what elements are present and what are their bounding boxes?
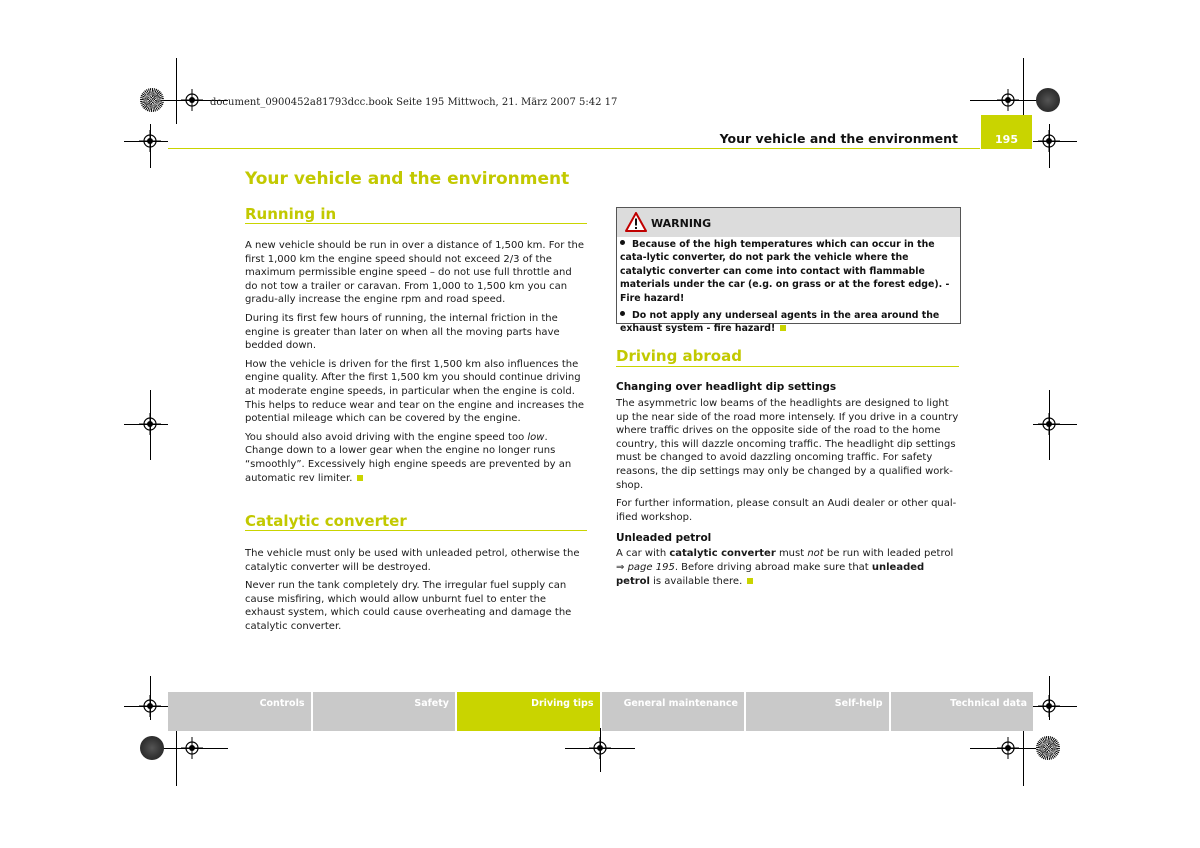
nav-tab-controls[interactable]	[168, 692, 311, 731]
page-link[interactable]: page 195	[627, 561, 675, 573]
cross-reference-arrow-icon: ⇒	[616, 561, 625, 573]
paragraph: You should also avoid driving with the engine speed too low. Change down to a lower gear when the engine no longer runs “smoothly”. Excessively high engine speeds are prevented by an automatic rev limiter.	[245, 431, 572, 484]
color-dial-icon	[1036, 736, 1060, 760]
subheading-unleaded: Unleaded petrol	[616, 532, 712, 545]
nav-tab-label: Safety	[414, 698, 449, 709]
page-number-tab	[981, 115, 1032, 149]
end-of-section-icon	[780, 325, 786, 331]
section-rule	[616, 366, 959, 367]
warning-triangle-icon	[625, 212, 647, 232]
print-info: document_0900452a81793dcc.book Seite 195 Mittwoch, 21. März 2007 5:42 17	[210, 97, 618, 108]
paragraph: For further information, please consult an Audi dealer or other qual-ified workshop.	[616, 498, 957, 523]
nav-tab-technical-data[interactable]	[891, 692, 1034, 731]
section-rule	[245, 530, 587, 531]
nav-tab-general-maintenance[interactable]	[602, 692, 745, 731]
paragraph: A car with catalytic converter must not be run with leaded petrol ⇒ page 195. Before driving abroad make sure that unleaded petrol is available there.	[616, 548, 954, 587]
warning-box	[616, 207, 961, 335]
warning-item: Because of the high temperatures which can occur in the cata-lytic converter, do not park the vehicle where the catalytic converter can come into contact with flammable materials under the car (e.g. on grass or at the forest edge). - Fire hazard!	[620, 239, 950, 304]
nav-tab-label: Technical data	[950, 698, 1027, 709]
registration-mark-icon	[997, 89, 1019, 111]
catalytic-section	[245, 547, 587, 634]
warning-body	[620, 238, 957, 340]
running-in-section	[245, 239, 587, 485]
driving-abroad-section	[616, 381, 959, 588]
registration-mark-icon	[589, 737, 611, 759]
registration-mark-icon	[139, 695, 161, 717]
color-dial-icon	[1036, 88, 1060, 112]
warning-title: WARNING	[651, 217, 712, 230]
end-of-section-icon	[747, 578, 753, 584]
registration-mark-icon	[139, 130, 161, 152]
warning-item: Do not apply any underseal agents in the area around the exhaust system - fire hazard!	[620, 310, 940, 335]
warning-header	[617, 208, 960, 237]
subheading-headlight: Changing over headlight dip settings	[616, 381, 837, 393]
nav-tab-self-help[interactable]	[746, 692, 889, 731]
page-title: Your vehicle and the environment	[245, 169, 570, 189]
end-of-section-icon	[357, 475, 363, 481]
header-rule	[168, 148, 980, 149]
paragraph: The asymmetric low beams of the headlights are designed to light up the near side of the road more intensely. If you drive in a country where traffic drives on the opposite side of the road to the home country, this will dazzle oncoming traffic. The headlight dip settings must be changed to avoid dazzling oncoming traffic. For safety reasons, the dip settings may only be changed by a qualified work-shop.	[616, 398, 959, 491]
registration-mark-icon	[181, 737, 203, 759]
nav-tab-label: Self-help	[834, 698, 883, 709]
bullet-icon	[620, 311, 625, 316]
page-number: 195	[995, 133, 1018, 146]
section-heading-running-in: Running in	[245, 205, 337, 223]
registration-mark-icon	[181, 89, 203, 111]
section-heading-driving-abroad: Driving abroad	[616, 347, 742, 365]
paragraph: The vehicle must only be used with unleaded petrol, otherwise the catalytic converter will be destroyed.	[245, 548, 580, 573]
nav-tab-label: Controls	[259, 698, 305, 709]
registration-mark-icon	[1038, 130, 1060, 152]
paragraph: A new vehicle should be run in over a distance of 1,500 km. For the first 1,000 km the engine speed should not exceed 2/3 of the maximum permissible engine speed – do not use full throttle and do not tow a trailer or caravan. From 1,000 to 1,500 km you can gradu-ally increase the engine rpm and road speed.	[245, 240, 584, 306]
registration-mark-icon	[1038, 413, 1060, 435]
nav-tab-safety[interactable]	[313, 692, 456, 731]
registration-mark-icon	[1038, 695, 1060, 717]
section-heading-catalytic: Catalytic converter	[245, 512, 407, 530]
chapter-nav	[168, 692, 1033, 731]
nav-tab-label: Driving tips	[531, 698, 594, 709]
color-dial-icon	[140, 736, 164, 760]
bullet-icon	[620, 240, 625, 245]
color-dial-icon	[140, 88, 164, 112]
paragraph: Never run the tank completely dry. The irregular fuel supply can cause misfiring, which would allow unburnt fuel to enter the exhaust system, which could cause overheating and damage the catalytic converter.	[245, 580, 572, 632]
registration-mark-icon	[997, 737, 1019, 759]
paragraph: How the vehicle is driven for the first 1,500 km also influences the engine quality. After the first 1,500 km you should continue driving at moderate engine speeds, in particular when the engine is cold. This helps to reduce wear and tear on the engine and increases the potential mileage which can be covered by the engine.	[245, 358, 585, 425]
section-rule	[245, 223, 587, 224]
registration-mark-icon	[139, 413, 161, 435]
nav-tab-driving-tips[interactable]	[457, 692, 600, 731]
paragraph: During its first few hours of running, the internal friction in the engine is greater than later on when all the moving parts have bedded down.	[245, 312, 560, 352]
nav-tab-label: General maintenance	[623, 698, 738, 709]
header-title: Your vehicle and the environment	[719, 131, 958, 146]
